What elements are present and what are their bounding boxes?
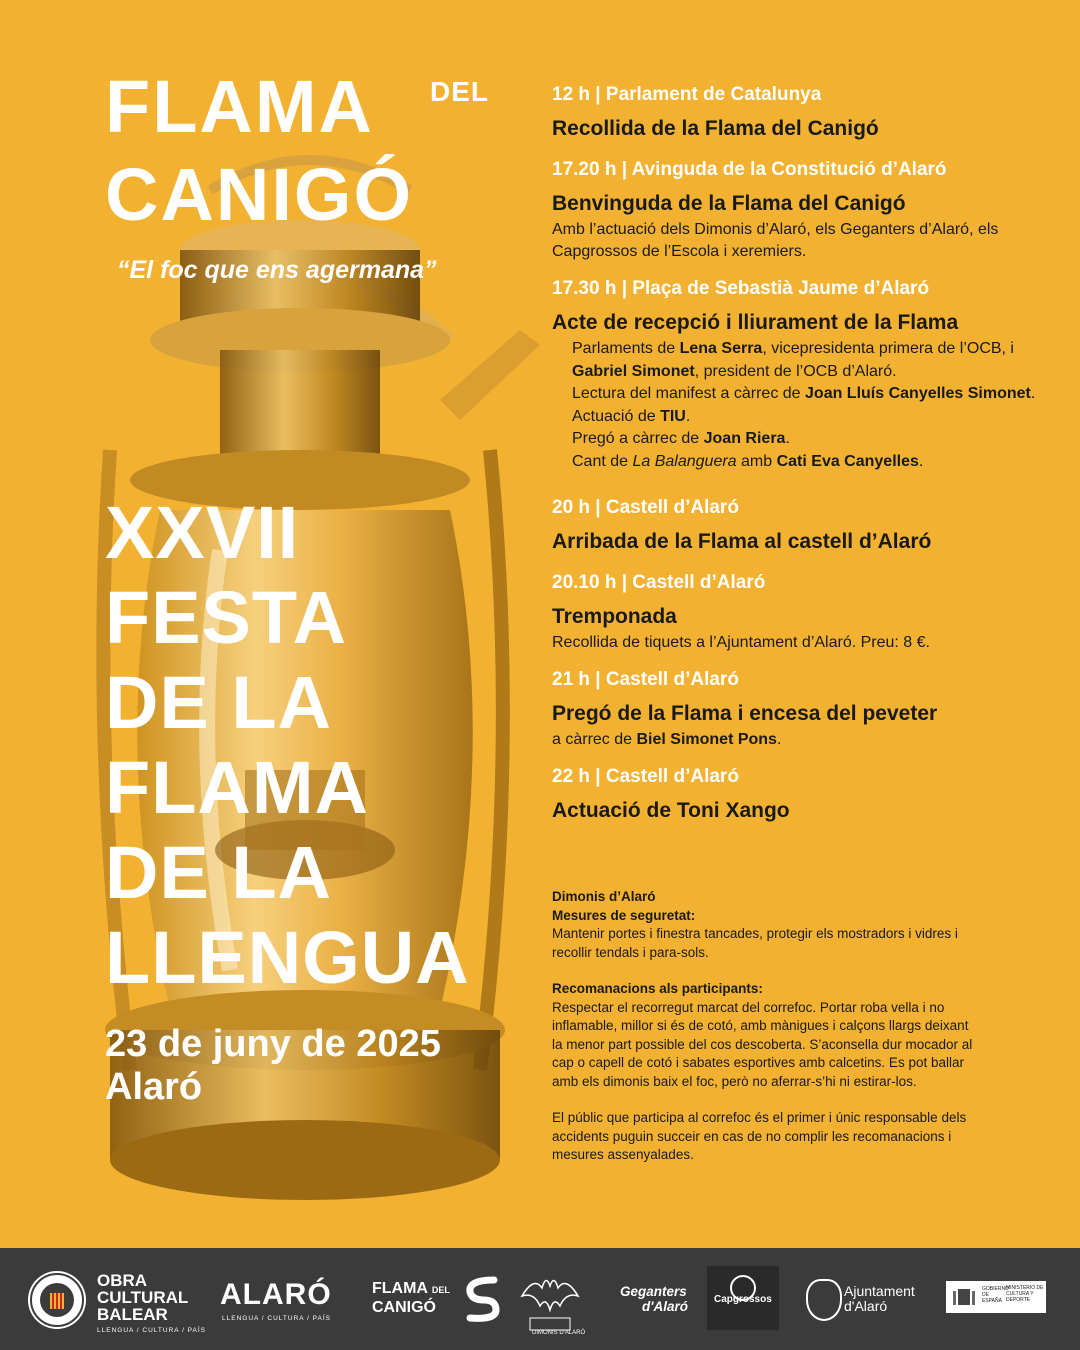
festival-title-line: LLENGUA [105, 916, 470, 999]
event-time-location: 22 h | Castell d’Alaró [552, 766, 739, 787]
detail-bold: Biel Simonet Pons [636, 731, 777, 748]
notes-organizer: Dimonis d’Alaró [552, 889, 656, 904]
festival-title-line: XXVII [105, 491, 300, 574]
flama-logo-word: CANIGÓ [372, 1299, 436, 1316]
detail-bold: Gabriel Simonet [572, 362, 695, 380]
event-title: Acte de recepció i lliurament de la Flama [552, 311, 959, 334]
alaro-logo-text: ALARÓ [220, 1278, 332, 1311]
ministerio-text: MINISTERIO DE CULTURA Y DEPORTE [1006, 1285, 1044, 1303]
event-place: Alaró [105, 1066, 203, 1108]
festival-title-line: DE LA [105, 831, 332, 914]
ocb-line: CULTURAL [97, 1288, 189, 1307]
recommendations-heading: Recomanacions als participants: [552, 981, 763, 996]
detail-text: Parlaments de [572, 340, 680, 357]
safety-heading: Mesures de seguretat: [552, 907, 696, 923]
spain-coat-icon [950, 1283, 978, 1311]
detail-text: . [1030, 385, 1036, 402]
detail-text: . [785, 430, 790, 447]
tagline: “El foc que ens agermana” [117, 256, 437, 284]
geganters-line: Geganters [620, 1284, 687, 1299]
ajuntament-line: d'Alaró [844, 1298, 888, 1314]
ocb-line: BALEAR [97, 1305, 168, 1324]
event-detail-line [572, 428, 1052, 451]
detail-text: . [776, 731, 782, 748]
program-event [552, 157, 1052, 263]
detail-bold: Cati Eva Canyelles [776, 452, 919, 470]
detail-text: Lectura del manifest a càrrec de [572, 385, 806, 402]
detail-bold: Joan Lluís Canyelles Simonet [805, 385, 1031, 402]
event-time-location: 17.20 h | Avinguda de la Constitució d’Alaró [552, 159, 947, 180]
flama-logo-word: FLAMA [372, 1280, 428, 1297]
alaro-tagline: LLENGUA / CULTURA / PAÍS [222, 1315, 332, 1322]
public-responsibility-text: El públic que participa al correfoc és el primer i únic responsable dels accidents puguin succeir en cas de no complir les recomanacions i mesures assenyalades. [552, 1110, 967, 1162]
detail-bold: TIU [660, 407, 686, 425]
event-detail-line [572, 383, 1052, 406]
event-title: Tremponada [552, 605, 677, 628]
event-title: Actuació de Toni Xango [552, 799, 790, 822]
dimonis-bat-icon [520, 1266, 580, 1332]
event-description [552, 729, 1052, 751]
sponsor-footer [0, 1248, 1080, 1350]
detail-text: Pregó a càrrec de [572, 430, 704, 447]
event-description: Recollida de tiquets a l’Ajuntament d’Alaró. Preu: 8 €. [552, 634, 930, 651]
program-event [552, 764, 1052, 826]
detail-text: , president de l’OCB d’Alaró. [694, 362, 897, 380]
detail-text: Cant de [572, 452, 633, 470]
title-flama: FLAMA [105, 65, 374, 148]
festival-title [105, 490, 525, 1000]
ajuntament-shield-icon [806, 1279, 842, 1321]
event-title: Benvinguda de la Flama del Canigó [552, 192, 906, 215]
event-time-location: 20.10 h | Castell d’Alaró [552, 572, 766, 593]
program-event [552, 82, 1052, 144]
event-time-location: 21 h | Castell d’Alaró [552, 669, 739, 690]
title-canigo: CANIGÓ [105, 153, 413, 236]
dimonis-label: DIMONIS D'ALARÓ [532, 1330, 586, 1336]
geganters-logo [620, 1284, 688, 1314]
recommendations-text: Respectar el recorregut marcat del correfoc. Portar roba vella i no inflamable, millor si és de cotó, amb mànigues i calçons llargs deixant la menor part possible del cos descoberta. S’aconsella dur mocador al cap o capell de cotó i sabates esportives amb calcetins. Es pot ballar amb els dimonis baix el foc, però no aferrar-s’hi ni estirar-los. [552, 999, 973, 1089]
event-date: 23 de juny de 2025 [105, 1023, 441, 1065]
program-event [552, 570, 1052, 654]
detail-text: , vicepresidenta primera de l’OCB, i [762, 340, 1014, 357]
detail-italic: La Balanguera [632, 452, 737, 470]
event-time-location: 17.30 h | Plaça de Sebastià Jaume d’Alaró [552, 278, 930, 299]
gobierno-text: GOBIERNO DE ESPAÑA [982, 1286, 1009, 1304]
event-title: Pregó de la Flama i encesa del peveter [552, 702, 938, 725]
program-event [552, 495, 1052, 557]
program-event [552, 667, 1052, 751]
detail-text: . [918, 452, 924, 470]
flama-canigo-logo [372, 1280, 450, 1317]
detail-text: . [685, 407, 691, 425]
event-detail-line [572, 406, 1052, 429]
event-title: Recollida de la Flama del Canigó [552, 117, 879, 140]
event-detail-line [572, 451, 1052, 474]
event-details-list [552, 338, 1052, 473]
program-event [552, 276, 1052, 473]
festival-title-line: FLAMA [105, 746, 369, 829]
event-description: Amb l’actuació dels Dimonis d’Alaró, els Geganters d’Alaró, els Capgrossos de l’Escola i xeremiers. [552, 221, 999, 260]
ocb-logo-text [97, 1272, 188, 1323]
ocb-line: OBRA [97, 1271, 148, 1290]
title-del: DEL [430, 76, 489, 107]
event-time-location: 20 h | Castell d’Alaró [552, 497, 739, 518]
flame-s-icon [462, 1274, 504, 1324]
safety-text: Mantenir portes i finestra tancades, protegir els mostradors i vidres i recollir tendals i para-sols. [552, 926, 958, 960]
detail-text: amb [736, 452, 777, 470]
geganters-line: d'Alaró [642, 1299, 688, 1314]
event-time-location: 12 h | Parlament de Catalunya [552, 84, 822, 105]
detail-text: a càrrec de [552, 731, 637, 748]
detail-bold: Lena Serra [679, 340, 763, 357]
ocb-seal-icon [28, 1271, 86, 1329]
detail-bold: Joan Riera [703, 430, 786, 447]
flama-logo-del: DEL [431, 1285, 450, 1295]
event-detail-line [572, 338, 1052, 383]
detail-text: Actuació de [572, 407, 661, 425]
festival-title-line: DE LA [105, 661, 332, 744]
ocb-tagline: LLENGUA / CULTURA / PAÍS [97, 1327, 207, 1334]
event-title: Arribada de la Flama al castell d’Alaró [552, 530, 932, 553]
safety-notes [552, 888, 982, 1165]
ajuntament-logo [844, 1284, 915, 1314]
program-schedule [552, 82, 1052, 839]
festival-title-line: FESTA [105, 576, 348, 659]
capgrossos-label: Capgrossos [714, 1294, 772, 1305]
ajuntament-line: Ajuntament [844, 1283, 915, 1299]
